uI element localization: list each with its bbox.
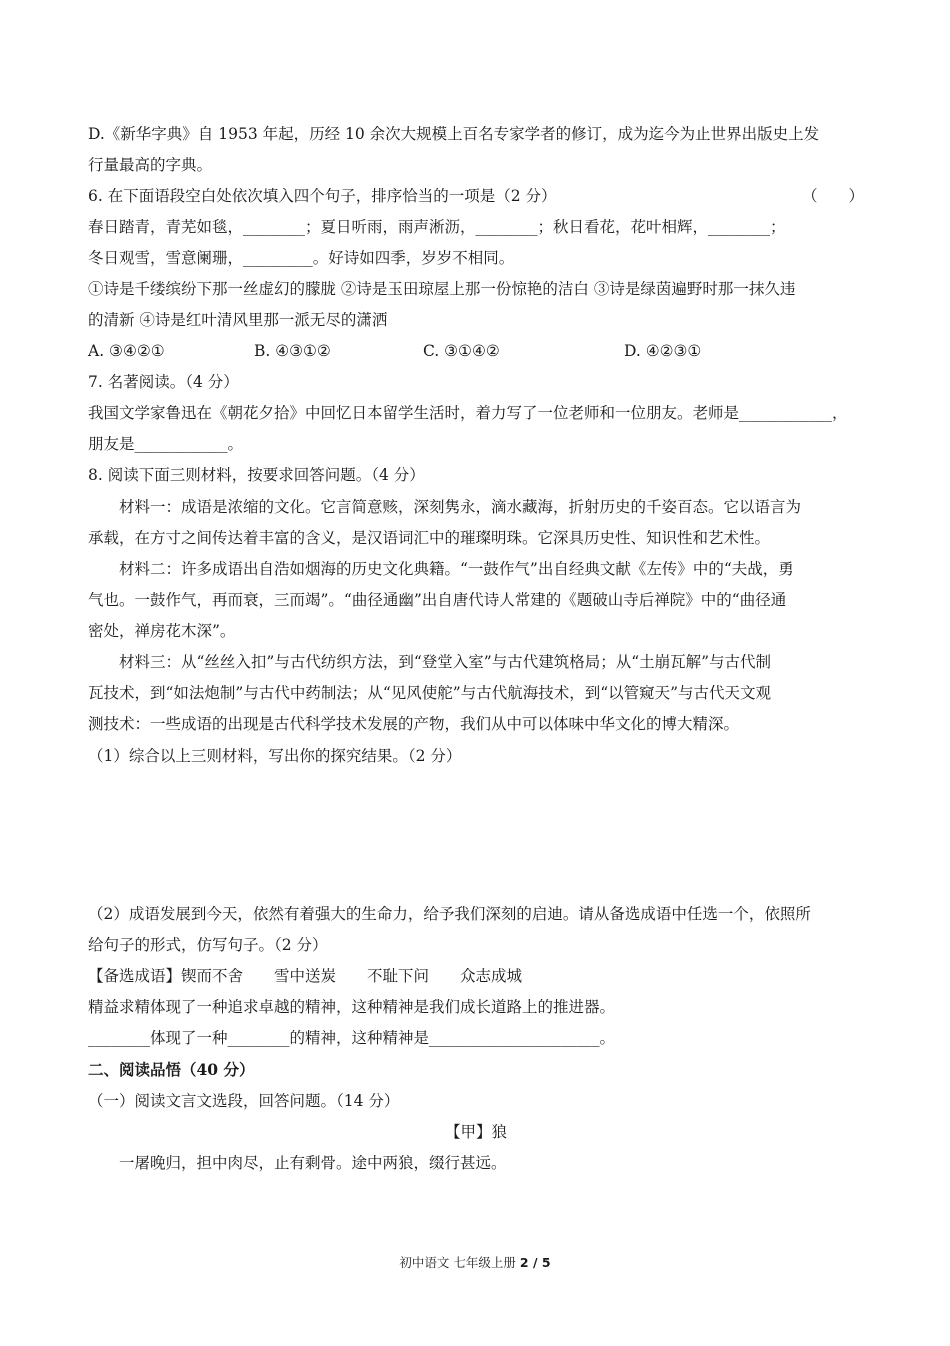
question-6-choices-1: ①诗是千缕缤纷下那一丝虚幻的朦胧 ②诗是玉田琼屋上那一份惊艳的洁白 ③诗是绿茵遍野时那一抹久违 xyxy=(88,280,796,298)
footer-page-number: 2 / 5 xyxy=(519,1255,551,1270)
material-1-line-2: 承载，在方寸之间传达着丰富的含义，是汉语词汇中的璀璨明珠。它深具历史性、知识性和艺术性。 xyxy=(88,529,771,547)
passage-wolf-line-1: 一屠晚归，担中肉尽，止有剩骨。途中两狼，缀行甚远。 xyxy=(119,1154,507,1172)
option-d-line-1: D.《新华字典》自 1953 年起，历经 10 余次大规模上百名专家学者的修订，成为迄今为止世界出版史上发 xyxy=(88,125,820,143)
question-8-stem: 8. 阅读下面三则材料，按要求回答问题。（4 分） xyxy=(88,466,425,484)
section-2-part-1: （一）阅读文言文选段，回答问题。（14 分） xyxy=(88,1092,400,1110)
question-7-line-2: 朋友是____________。 xyxy=(88,435,244,453)
passage-title-jia: 【甲】狼 xyxy=(444,1123,507,1141)
option-b: B. ④③①② xyxy=(254,342,331,360)
material-1-line-1: 材料一：成语是浓缩的文化。它言简意赅，深刻隽永，滴水藏海，折射历史的千姿百态。它以语言为 xyxy=(119,498,802,516)
question-7-line-1: 我国文学家鲁迅在《朝花夕拾》中回忆日本留学生活时，着力写了一位老师和一位朋友。老师是____________， xyxy=(88,404,848,422)
material-3-line-2: 瓦技术，到“如法炮制”与古代中药制法；从“见风使舵”与古代航海技术，到“以管窥天”与古代天文观 xyxy=(88,684,772,702)
material-2-line-2: 气也。一鼓作气，再而衰，三而竭”。“曲径通幽”出自唐代诗人常建的《题破山寺后禅院》中的“曲径通 xyxy=(88,591,787,609)
question-6-choices-2: 的清新 ④诗是红叶清风里那一派无尽的潇洒 xyxy=(88,311,388,329)
option-d: D. ④②③① xyxy=(624,342,702,360)
question-6-text: 6. 在下面语段空白处依次填入四个句子，排序恰当的一项是（2 分） xyxy=(88,187,557,205)
question-6-passage-2: 冬日观雪，雪意阑珊，_________。好诗如四季，岁岁不相同。 xyxy=(88,249,515,267)
question-6-stem xyxy=(88,186,864,206)
option-d-line-2: 行量最高的字典。 xyxy=(88,156,213,174)
material-2-line-1: 材料二：许多成语出自浩如烟海的历史文化典籍。“一鼓作气”出自经典文献《左传》中的“夫战，勇 xyxy=(119,560,794,578)
material-3-line-1: 材料三：从“丝丝入扣”与古代纺织方法，到“登堂入室”与古代建筑格局；从“土崩瓦解”与古代制 xyxy=(119,653,772,671)
sub-question-1: （1）综合以上三则材料，写出你的探究结果。（2 分） xyxy=(88,747,462,765)
option-c: C. ③①④② xyxy=(423,342,500,360)
material-2-line-3: 密处，禅房花木深”。 xyxy=(88,622,236,640)
example-sentence: 精益求精体现了一种追求卓越的精神，这种精神是我们成长道路上的推进器。 xyxy=(88,998,616,1016)
sub-question-2-line-2: 给句子的形式，仿写句子。（2 分） xyxy=(88,936,328,954)
fill-in-sentence: ________体现了一种________的精神，这种精神是______________________。 xyxy=(88,1029,616,1047)
page-footer xyxy=(0,1253,950,1271)
answer-parentheses: （ ） xyxy=(801,187,864,205)
material-3-line-3: 测技术：一些成语的出现是古代科学技术发展的产物，我们从中可以体味中华文化的博大精深。 xyxy=(88,715,740,733)
section-2-heading: 二、阅读品悟（40 分） xyxy=(88,1060,255,1079)
question-6-passage-1: 春日踏青，青芜如毯，________；夏日听雨，雨声淅沥，________；秋日看花，花叶相辉，________； xyxy=(88,218,786,236)
question-7-stem: 7. 名著阅读。（4 分） xyxy=(88,373,239,391)
document-page xyxy=(88,0,864,1346)
idiom-options: 【备选成语】锲而不舍 雪中送炭 不耻下问 众志成城 xyxy=(88,967,523,985)
footer-subject: 初中语文 七年级上册 xyxy=(399,1255,516,1270)
sub-question-2-line-1: （2）成语发展到今天，依然有着强大的生命力，给予我们深刻的启迪。请从备选成语中任选一个，依照所 xyxy=(88,905,811,923)
option-a: A. ③④②① xyxy=(88,342,165,360)
